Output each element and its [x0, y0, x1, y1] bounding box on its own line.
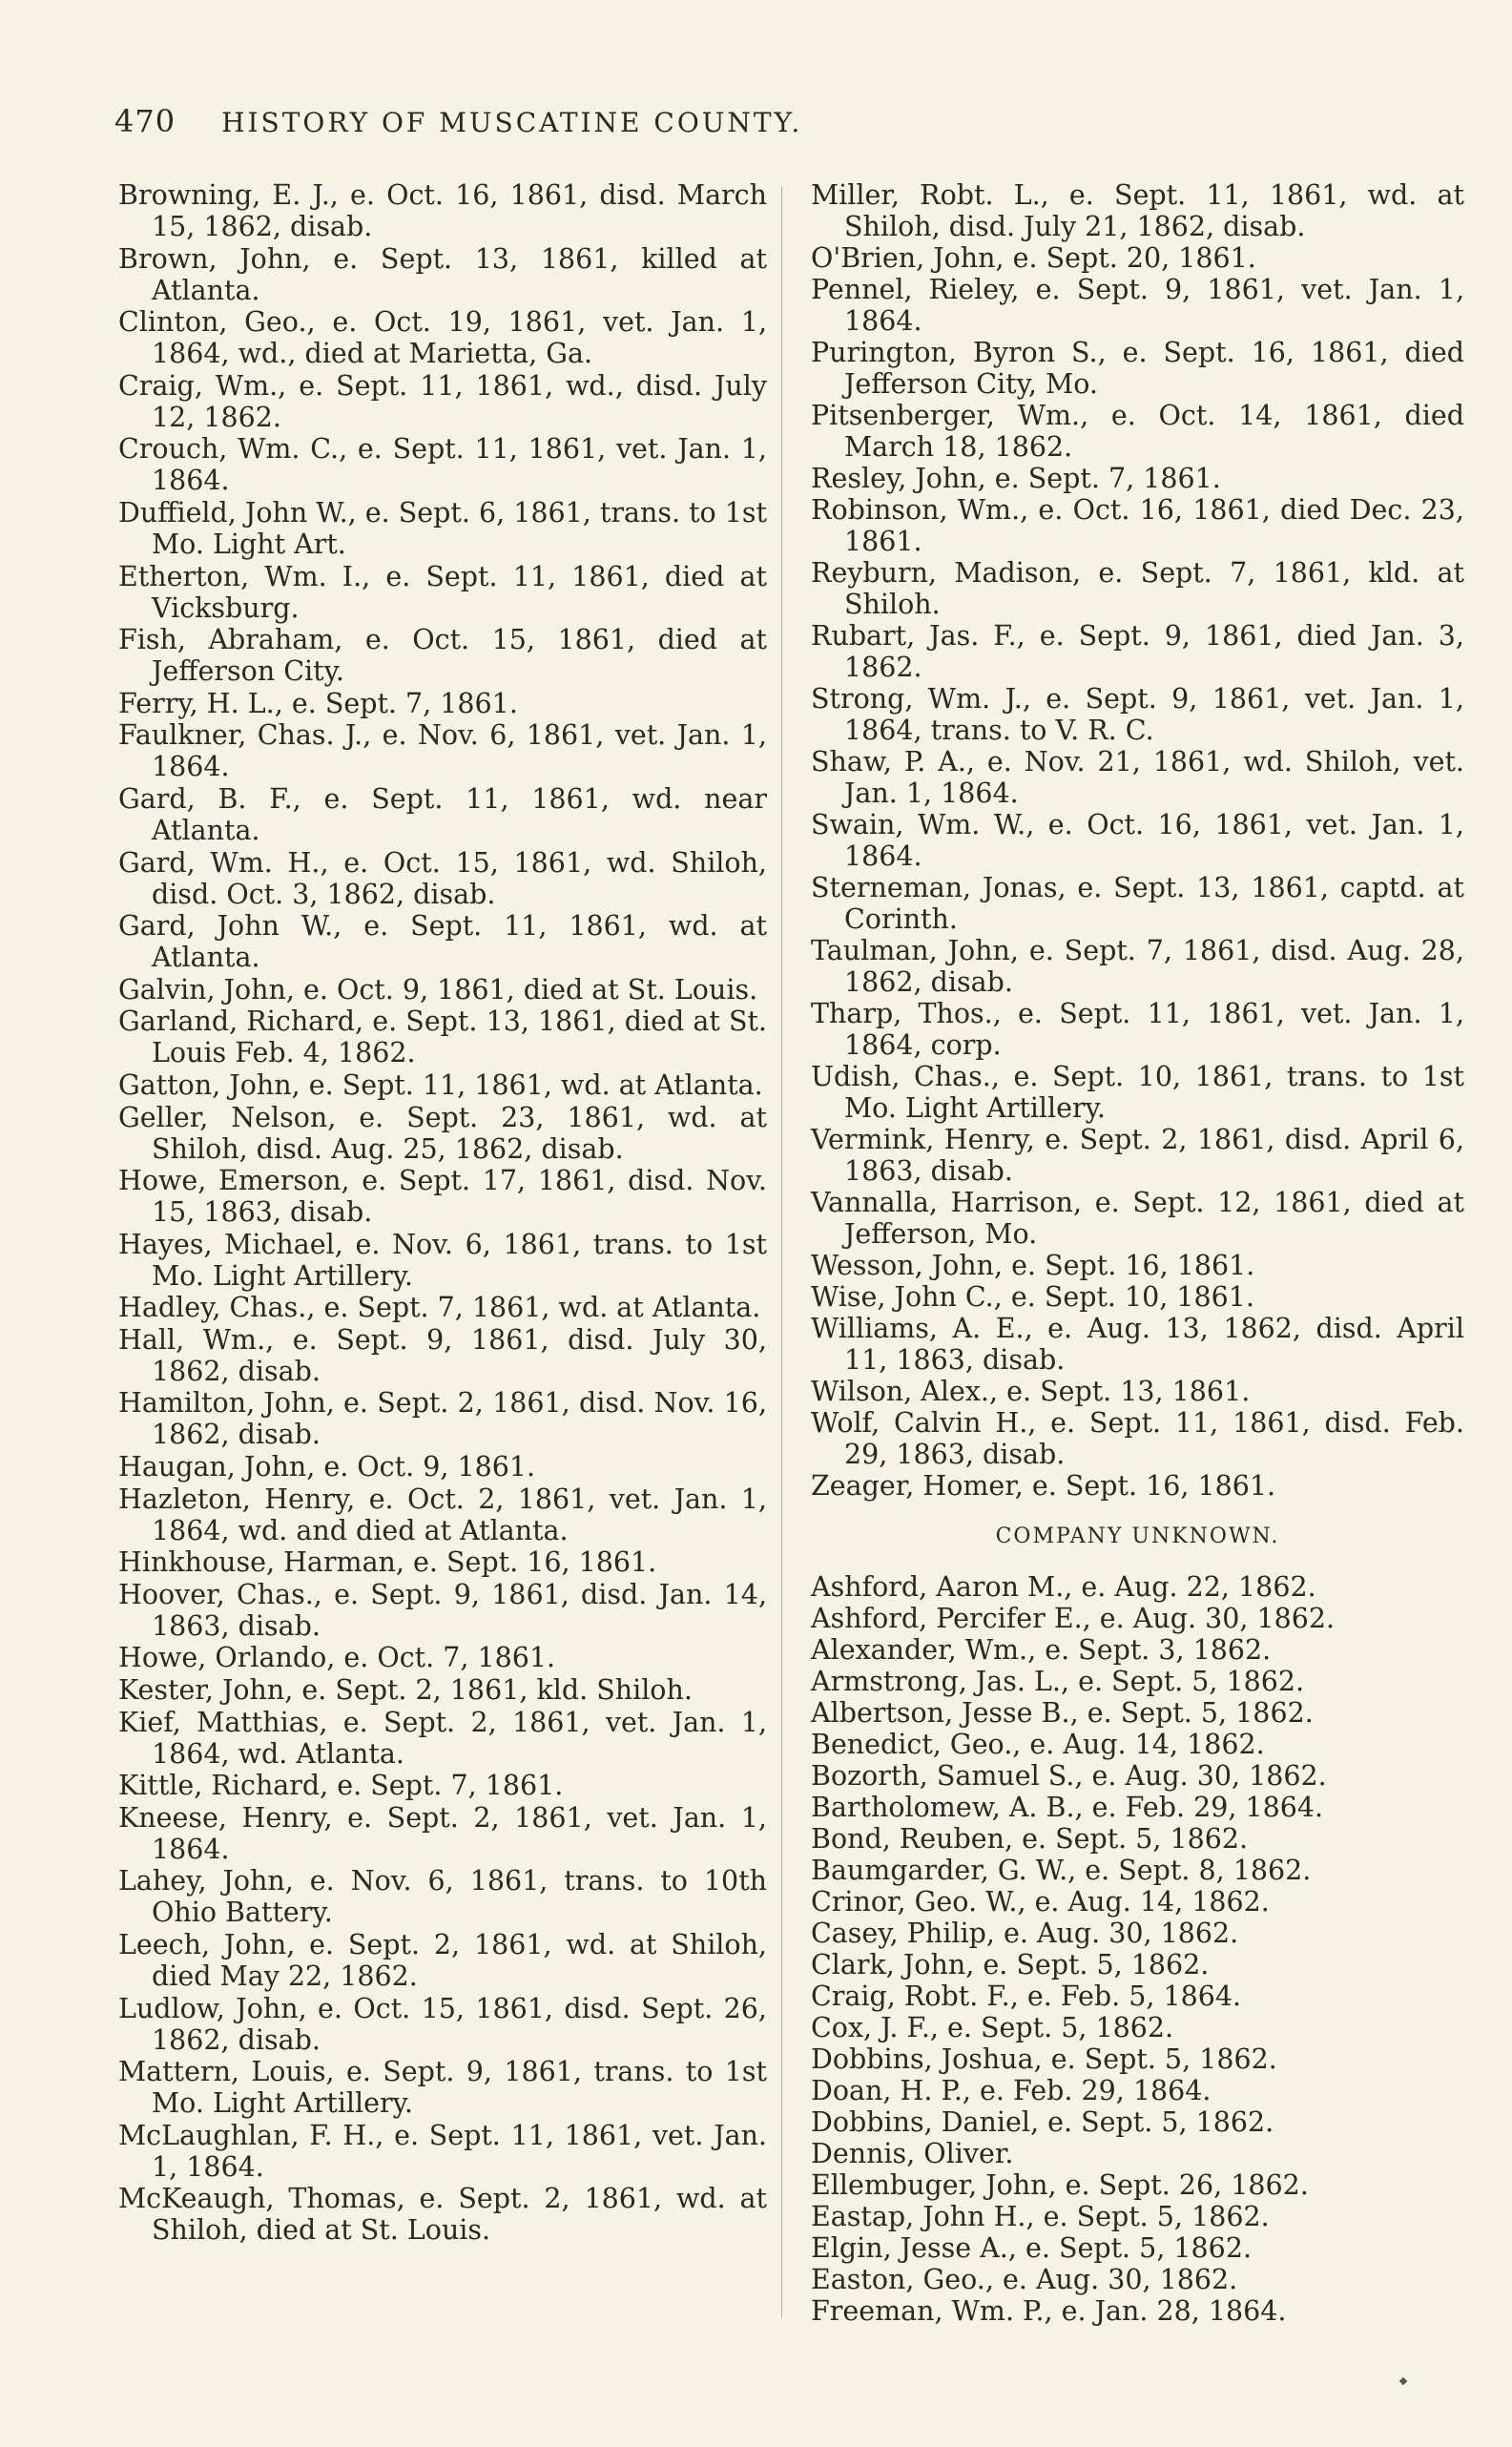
roster-entry: Williams, A. E., e. Aug. 13, 1862, disd. April 11, 1863, disab.: [811, 1313, 1464, 1376]
roster-entry: Armstrong, Jas. L., e. Sept. 5, 1862.: [811, 1666, 1305, 1697]
roster-entry: Freeman, Wm. P., e. Jan. 28, 1864.: [811, 2295, 1287, 2327]
roster-entry: Gard, John W., e. Sept. 11, 1861, wd. at Atlanta.: [118, 910, 767, 974]
right-column-entries: [811, 179, 1464, 1502]
roster-entry: Bond, Reuben, e. Sept. 5, 1862.: [811, 1823, 1249, 1855]
roster-entry: Ashford, Percifer E., e. Aug. 30, 1862.: [811, 1603, 1336, 1634]
roster-entry: Easton, Geo., e. Aug. 30, 1862.: [811, 2264, 1238, 2295]
roster-entry: Etherton, Wm. I., e. Sept. 11, 1861, died at Vicksburg.: [118, 560, 767, 624]
roster-entry: Lahey, John, e. Nov. 6, 1861, trans. to 10th Ohio Battery.: [118, 1865, 767, 1929]
roster-entry: Resley, John, e. Sept. 7, 1861.: [811, 463, 1221, 494]
roster-entry: Robinson, Wm., e. Oct. 16, 1861, died Dec. 23, 1861.: [811, 494, 1464, 557]
roster-entry: Browning, E. J., e. Oct. 16, 1861, disd. March 15, 1862, disab.: [118, 179, 767, 242]
roster-entry: Casey, Philip, e. Aug. 30, 1862.: [811, 1918, 1239, 1949]
roster-entry: Haugan, John, e. Oct. 9, 1861.: [118, 1451, 536, 1483]
running-title: HISTORY OF MUSCATINE COUNTY.: [221, 107, 803, 138]
roster-entry: Elgin, Jesse A., e. Sept. 5, 1862.: [811, 2232, 1253, 2264]
roster-entry: Pitsenberger, Wm., e. Oct. 14, 1861, died March 18, 1862.: [811, 400, 1464, 463]
roster-entry: Craig, Wm., e. Sept. 11, 1861, wd., disd. July 12, 1862.: [118, 369, 767, 433]
roster-entry: Geller, Nelson, e. Sept. 23, 1861, wd. at Shiloh, disd. Aug. 25, 1862, disab.: [118, 1101, 767, 1165]
roster-entry: Galvin, John, e. Oct. 9, 1861, died at St. Louis.: [118, 973, 758, 1006]
roster-entry: Mattern, Louis, e. Sept. 9, 1861, trans. to 1st Mo. Light Artillery.: [118, 2056, 767, 2120]
roster-entry: Fish, Abraham, e. Oct. 15, 1861, died at Jefferson City.: [118, 624, 767, 688]
section-heading: COMPANY UNKNOWN.: [995, 1524, 1280, 1548]
roster-entry: Clinton, Geo., e. Oct. 19, 1861, vet. Jan. 1, 1864, wd., died at Marietta, Ga.: [118, 306, 767, 370]
page-number: 470: [114, 103, 176, 139]
roster-entry: Gard, Wm. H., e. Oct. 15, 1861, wd. Shiloh, disd. Oct. 3, 1862, disab.: [118, 846, 767, 910]
roster-entry: Garland, Richard, e. Sept. 13, 1861, died at St. Louis Feb. 4, 1862.: [118, 1006, 767, 1069]
roster-entry: Cox, J. F., e. Sept. 5, 1862.: [811, 2012, 1174, 2043]
roster-entry: Craig, Robt. F., e. Feb. 5, 1864.: [811, 1980, 1242, 2012]
roster-entry: Duffield, John W., e. Sept. 6, 1861, trans. to 1st Mo. Light Art.: [118, 496, 767, 560]
roster-entry: Hamilton, John, e. Sept. 2, 1861, disd. Nov. 16, 1862, disab.: [118, 1387, 767, 1451]
roster-entry: Crinor, Geo. W., e. Aug. 14, 1862.: [811, 1886, 1270, 1918]
roster-entry: Kester, John, e. Sept. 2, 1861, kld. Shiloh.: [118, 1674, 693, 1707]
roster-entry: Pennel, Rieley, e. Sept. 9, 1861, vet. Jan. 1, 1864.: [811, 274, 1464, 337]
roster-entry: Wise, John C., e. Sept. 10, 1861.: [811, 1281, 1255, 1313]
roster-entry: Howe, Emerson, e. Sept. 17, 1861, disd. Nov. 15, 1863, disab.: [118, 1165, 767, 1229]
roster-entry: Alexander, Wm., e. Sept. 3, 1862.: [811, 1634, 1272, 1666]
roster-entry: Wolf, Calvin H., e. Sept. 11, 1861, disd. Feb. 29, 1863, disab.: [811, 1407, 1464, 1470]
roster-entry: Bartholomew, A. B., e. Feb. 29, 1864.: [811, 1792, 1324, 1823]
column-divider: [781, 186, 782, 2318]
roster-entry: Hall, Wm., e. Sept. 9, 1861, disd. July 30, 1862, disab.: [118, 1323, 767, 1387]
roster-entry: Wesson, John, e. Sept. 16, 1861.: [811, 1250, 1255, 1281]
roster-entry: McKeaugh, Thomas, e. Sept. 2, 1861, wd. at Shiloh, died at St. Louis.: [118, 2183, 767, 2247]
right-column: [811, 179, 1464, 2327]
roster-entry: Gatton, John, e. Sept. 11, 1861, wd. at Atlanta.: [118, 1068, 763, 1101]
roster-entry: Dobbins, Daniel, e. Sept. 5, 1862.: [811, 2106, 1274, 2138]
roster-entry: Hazleton, Henry, e. Oct. 2, 1861, vet. Jan. 1, 1864, wd. and died at Atlanta.: [118, 1483, 767, 1546]
roster-entry: Miller, Robt. L., e. Sept. 11, 1861, wd. at Shiloh, disd. July 21, 1862, disab.: [811, 179, 1464, 242]
page-header: [114, 103, 1087, 141]
roster-entry: Howe, Orlando, e. Oct. 7, 1861.: [118, 1642, 556, 1674]
roster-entry: Kief, Matthias, e. Sept. 2, 1861, vet. Jan. 1, 1864, wd. Atlanta.: [118, 1706, 767, 1770]
roster-entry: Hinkhouse, Harman, e. Sept. 16, 1861.: [118, 1546, 657, 1579]
roster-entry: Crouch, Wm. C., e. Sept. 11, 1861, vet. Jan. 1, 1864.: [118, 433, 767, 497]
company-unknown-entries: [811, 1571, 1464, 2327]
roster-entry: Kneese, Henry, e. Sept. 2, 1861, vet. Jan. 1, 1864.: [118, 1801, 767, 1865]
roster-entry: Ludlow, John, e. Oct. 15, 1861, disd. Sept. 26, 1862, disab.: [118, 1992, 767, 2056]
roster-entry: Rubart, Jas. F., e. Sept. 9, 1861, died Jan. 3, 1862.: [811, 620, 1464, 683]
roster-entry: Bozorth, Samuel S., e. Aug. 30, 1862.: [811, 1760, 1327, 1792]
roster-entry: Shaw, P. A., e. Nov. 21, 1861, wd. Shiloh, vet. Jan. 1, 1864.: [811, 746, 1464, 809]
print-speck: [1399, 2377, 1407, 2385]
roster-entry: Doan, H. P., e. Feb. 29, 1864.: [811, 2075, 1212, 2106]
roster-entry: Taulman, John, e. Sept. 7, 1861, disd. Aug. 28, 1862, disab.: [811, 935, 1464, 998]
roster-entry: Albertson, Jesse B., e. Sept. 5, 1862.: [811, 1697, 1314, 1729]
roster-entry: Zeager, Homer, e. Sept. 16, 1861.: [811, 1470, 1276, 1502]
left-column: [118, 179, 767, 2247]
roster-entry: Swain, Wm. W., e. Oct. 16, 1861, vet. Jan. 1, 1864.: [811, 809, 1464, 872]
roster-entry: Hoover, Chas., e. Sept. 9, 1861, disd. Jan. 14, 1863, disab.: [118, 1578, 767, 1642]
roster-entry: Dobbins, Joshua, e. Sept. 5, 1862.: [811, 2043, 1277, 2075]
roster-entry: Reyburn, Madison, e. Sept. 7, 1861, kld. at Shiloh.: [811, 557, 1464, 620]
roster-entry: Wilson, Alex., e. Sept. 13, 1861.: [811, 1376, 1251, 1407]
roster-entry: Eastap, John H., e. Sept. 5, 1862.: [811, 2201, 1270, 2232]
roster-entry: Dennis, Oliver.: [811, 2138, 1014, 2169]
roster-entry: Ellembuger, John, e. Sept. 26, 1862.: [811, 2169, 1309, 2201]
roster-entry: Gard, B. F., e. Sept. 11, 1861, wd. near Atlanta.: [118, 782, 767, 846]
roster-entry: Sterneman, Jonas, e. Sept. 13, 1861, captd. at Corinth.: [811, 872, 1464, 935]
roster-entry: McLaughlan, F. H., e. Sept. 11, 1861, vet. Jan. 1, 1864.: [118, 2119, 767, 2183]
roster-entry: Ashford, Aaron M., e. Aug. 22, 1862.: [811, 1571, 1316, 1603]
roster-entry: Vannalla, Harrison, e. Sept. 12, 1861, died at Jefferson, Mo.: [811, 1187, 1464, 1250]
roster-entry: Brown, John, e. Sept. 13, 1861, killed at Atlanta.: [118, 242, 767, 306]
roster-entry: Faulkner, Chas. J., e. Nov. 6, 1861, vet. Jan. 1, 1864.: [118, 719, 767, 783]
roster-entry: Udish, Chas., e. Sept. 10, 1861, trans. to 1st Mo. Light Artillery.: [811, 1061, 1464, 1124]
roster-entry: Benedict, Geo., e. Aug. 14, 1862.: [811, 1729, 1265, 1760]
roster-entry: Kittle, Richard, e. Sept. 7, 1861.: [118, 1770, 564, 1802]
roster-entry: Baumgarder, G. W., e. Sept. 8, 1862.: [811, 1855, 1312, 1886]
roster-entry: Tharp, Thos., e. Sept. 11, 1861, vet. Jan. 1, 1864, corp.: [811, 998, 1464, 1061]
roster-entry: Purington, Byron S., e. Sept. 16, 1861, died Jefferson City, Mo.: [811, 337, 1464, 400]
roster-entry: Strong, Wm. J., e. Sept. 9, 1861, vet. Jan. 1, 1864, trans. to V. R. C.: [811, 683, 1464, 746]
roster-entry: Hayes, Michael, e. Nov. 6, 1861, trans. to 1st Mo. Light Artillery.: [118, 1228, 767, 1292]
roster-entry: Vermink, Henry, e. Sept. 2, 1861, disd. April 6, 1863, disab.: [811, 1124, 1464, 1187]
roster-entry: Clark, John, e. Sept. 5, 1862.: [811, 1949, 1210, 1980]
roster-entry: Hadley, Chas., e. Sept. 7, 1861, wd. at Atlanta.: [118, 1292, 761, 1324]
roster-entry: Ferry, H. L., e. Sept. 7, 1861.: [118, 687, 518, 719]
roster-entry: Leech, John, e. Sept. 2, 1861, wd. at Shiloh, died May 22, 1862.: [118, 1929, 767, 1992]
roster-entry: O'Brien, John, e. Sept. 20, 1861.: [811, 242, 1256, 274]
